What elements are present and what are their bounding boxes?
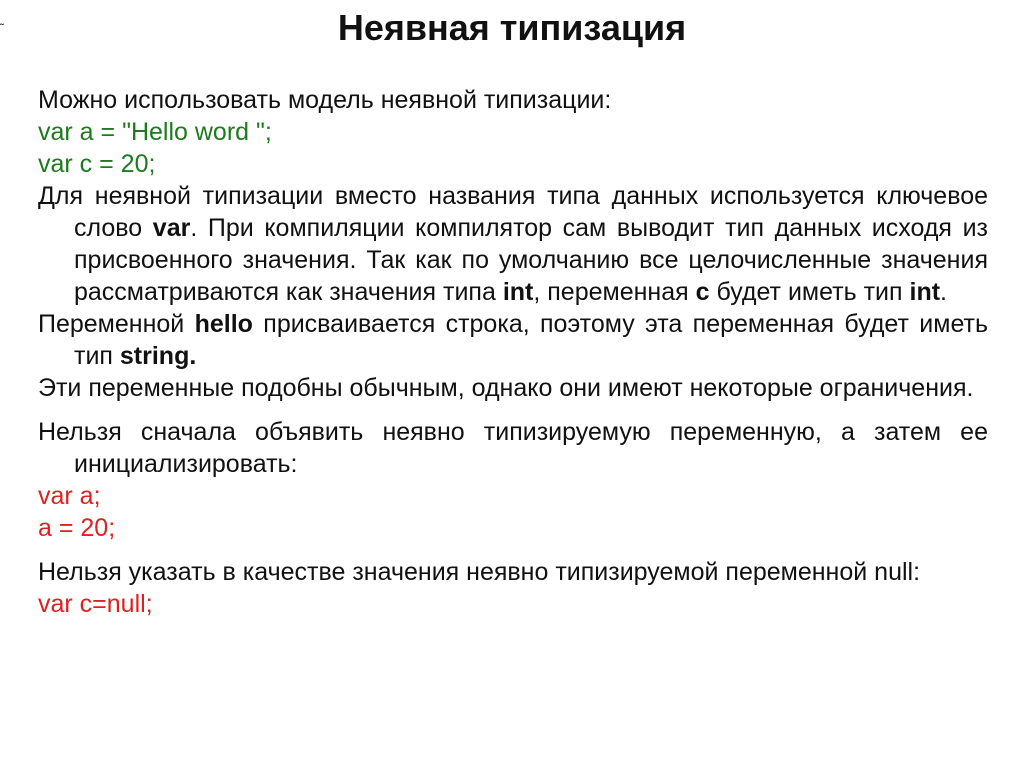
code-line-null: var c=null; xyxy=(38,590,153,618)
keyword-c: c xyxy=(695,278,710,306)
slide-content xyxy=(38,84,988,620)
null-line-text: Нельзя указать в качестве значения неявно типизируемой переменной null: xyxy=(38,558,921,586)
keyword-int: int xyxy=(909,278,941,306)
keyword-string: string. xyxy=(119,342,197,370)
intro-text: Можно использовать модель неявной типизации: xyxy=(38,86,612,114)
paragraph-declare-then-init: Нельзя сначала объявить неявно типизируемую переменную, а затем ее инициализировать: xyxy=(38,418,988,478)
code-line-assign: a = 20; xyxy=(38,514,116,542)
code-line-string: var a = "Hello word "; xyxy=(38,118,272,146)
paragraph-var-keyword: Для неявной типизации вместо названия типа данных используется ключевое слово var. При компиляции компилятор сам выводит тип данных исходя из присвоенного значения. Так как по умолчанию все целочисленные значения рассматриваются как значения типа int, переменная c будет иметь тип int. xyxy=(38,182,989,306)
slide-title: Неявная типизация xyxy=(337,7,687,48)
corner-mark: ˜ xyxy=(0,21,4,35)
keyword-int: int xyxy=(502,278,534,306)
paragraph-null-value xyxy=(38,556,988,588)
code-line-declare: var a; xyxy=(38,482,101,510)
paragraph-hello-string: Переменной hello присваивается строка, поэтому эта переменная будет иметь тип string. xyxy=(38,310,988,370)
code-line-int: var c = 20; xyxy=(38,150,156,178)
keyword-hello: hello xyxy=(194,310,253,338)
paragraph-limitations: Эти переменные подобны обычным, однако они имеют некоторые ограничения. xyxy=(38,374,974,402)
keyword-var: var xyxy=(152,214,191,242)
